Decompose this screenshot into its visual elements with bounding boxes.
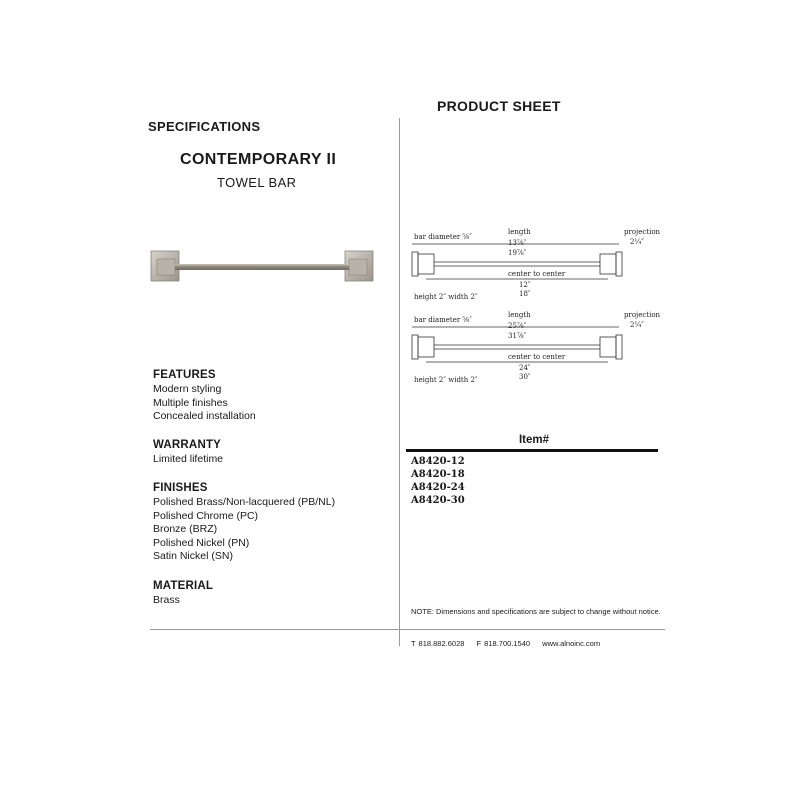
center-value: 12″ <box>519 281 531 289</box>
length-label: length <box>508 311 531 319</box>
length-value: 13⅞″ <box>508 239 527 247</box>
specifications-heading: SPECIFICATIONS <box>148 119 261 134</box>
projection-label: projection <box>624 228 661 236</box>
footer-phone: T 818.882.6028 <box>411 639 465 648</box>
footer-fax: F 818.700.1540 <box>476 639 531 648</box>
product-name: CONTEMPORARY II <box>180 151 337 168</box>
center-label: center to center <box>508 270 566 278</box>
center-value: 24″ <box>519 364 531 372</box>
disclaimer-note: NOTE: Dimensions and specifications are subject to change without notice. <box>411 607 661 616</box>
center-label: center to center <box>508 353 566 361</box>
finishes-section <box>153 482 335 564</box>
item-number-list <box>411 455 465 507</box>
center-value: 18″ <box>519 290 531 298</box>
length-value: 19⅞″ <box>508 249 527 257</box>
footer-contact <box>411 639 609 648</box>
section-heading: MATERIAL <box>153 580 214 592</box>
center-value: 30″ <box>519 373 531 381</box>
section-heading: FEATURES <box>153 369 216 381</box>
features-section <box>153 369 256 424</box>
list-item: Modern styling <box>153 383 222 395</box>
item-number: A8420-12 <box>411 456 465 467</box>
footer-divider <box>150 629 665 630</box>
list-item: Concealed installation <box>153 410 256 422</box>
list-item: Polished Chrome (PC) <box>153 509 259 522</box>
length-label: length <box>508 228 531 236</box>
dimension-diagram-12-18 <box>404 224 664 304</box>
item-heading-rule <box>406 449 658 452</box>
list-item: Polished Brass/Non-lacquered (PB/NL) <box>153 496 336 508</box>
bar-diameter-label: bar diameter ⅝″ <box>414 233 472 241</box>
footer-website: www.alnoinc.com <box>542 639 601 648</box>
item-number: A8420-30 <box>411 495 465 506</box>
list-item: Brass <box>153 594 180 606</box>
item-number: A8420-18 <box>411 469 465 480</box>
projection-value: 2¼″ <box>630 238 644 246</box>
material-section <box>153 580 213 608</box>
projection-label: projection <box>624 311 661 319</box>
length-value: 25⅞″ <box>508 322 527 330</box>
section-heading: FINISHES <box>153 482 208 494</box>
height-width-label: height 2″ width 2″ <box>414 293 478 301</box>
list-item: Multiple finishes <box>153 396 228 409</box>
projection-value: 2¼″ <box>630 321 644 329</box>
dimension-diagram-24-30 <box>404 307 664 387</box>
warranty-section <box>153 439 223 467</box>
column-divider <box>399 118 400 646</box>
list-item: Satin Nickel (SN) <box>153 550 233 562</box>
list-item: Bronze (BRZ) <box>153 523 218 535</box>
list-item: Limited lifetime <box>153 453 224 465</box>
item-number: A8420-24 <box>411 482 465 493</box>
item-number-heading: Item# <box>518 434 550 446</box>
product-type: TOWEL BAR <box>217 175 297 190</box>
list-item: Polished Nickel (PN) <box>153 536 250 549</box>
bar-diameter-label: bar diameter ⅝″ <box>414 316 472 324</box>
product-sheet-heading: PRODUCT SHEET <box>437 98 561 114</box>
height-width-label: height 2″ width 2″ <box>414 376 478 384</box>
section-heading: WARRANTY <box>153 439 222 451</box>
towel-bar-photo <box>147 245 377 287</box>
length-value: 31⅞″ <box>508 332 527 340</box>
